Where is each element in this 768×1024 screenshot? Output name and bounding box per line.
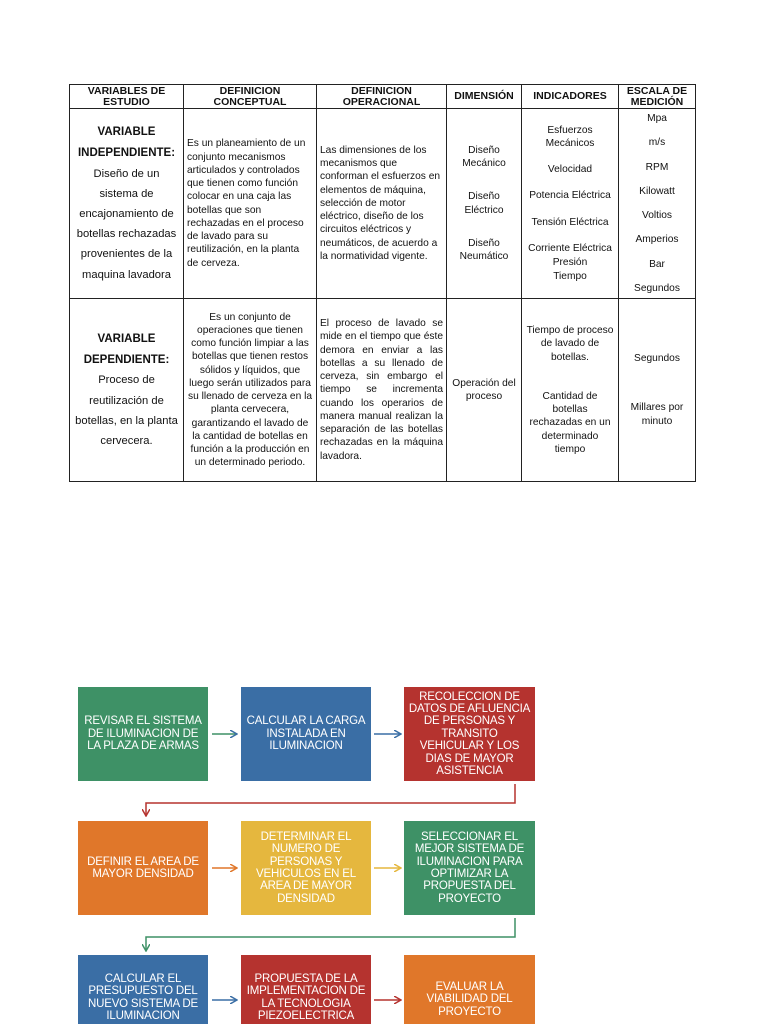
operacional-cell: El proceso de lavado se mide en el tiempo que éste demora en enviar a las botellas a su llenado de cerveza, sin embargo el tiempo se incrementa cuando los operarios de manera manual realizan la separación de las botellas rechazadas en la máquina lavadora. [317,299,447,482]
flow-step-label: PROPUESTA DE LA IMPLEMENTACION DE LA TECNOLOGIA PIEZOELECTRICA [246,973,366,1023]
dimension-item: Diseño Eléctrico [464,191,504,216]
header-conceptual: DEFINICION CONCEPTUAL [184,85,317,109]
scale-item: Kilowatt [639,185,675,197]
header-operacional: DEFINICION OPERACIONAL [317,85,447,109]
arrow-6-7 [146,918,515,951]
indicator-item: Potencia Eléctrica [529,190,611,202]
flow-step-label: EVALUAR LA VIABILIDAD DEL PROYECTO [426,981,513,1018]
scale-item: m/s [648,137,666,149]
scale-item: Millares por minuto [630,402,684,427]
flow-step-label: RECOLECCION DE DATOS DE AFLUENCIA DE PERSONAS Y TRANSITO VEHICULAR Y LOS DIAS DE MAYOR ASISTENCIA [408,690,531,778]
flow-step-label: SELECCIONAR EL MEJOR SISTEMA DE ILUMINACION PARA OPTIMIZAR LA PROPUESTA DEL PROYECTO [414,830,525,905]
scale-item: Mpa [647,113,667,124]
header-variables: VARIABLES DE ESTUDIO [70,85,184,109]
flow-step-calcular-carga [241,687,371,781]
flow-step-recoleccion [404,687,535,781]
flow-step-propuesta [241,955,371,1024]
scale-item: Voltios [641,210,672,221]
flow-step-determinar [241,821,371,915]
flow-step-label: CALCULAR LA CARGA INSTALADA EN ILUMINACION [246,715,366,753]
variable-description: Proceso de reutilización de botellas, en la planta cervecera. [75,374,178,447]
operacional-cell: Las dimensiones de los mecanismos que conforman el esfuerzos en elementos de máquina, selección de motor eléctrico, diseño de los circuitos eléctricos y neumáticos, de acuerdo a la normatividad vigente. [317,109,447,299]
variable-title: VARIABLE DEPENDIENTE: [83,333,170,366]
flow-step-label: DETERMINAR EL NUMERO DE PERSONAS Y VEHICULOS EN EL AREA DE MAYOR DENSIDAD [256,830,356,905]
scale-item: RPM [645,161,669,173]
flow-step-seleccionar [404,821,535,915]
scale-item: Segundos [634,353,680,365]
indicator-item: Tiempo [553,271,587,283]
flow-step-presupuesto [78,955,208,1024]
scale-item: Segundos [634,282,680,294]
conceptual-cell: Es un conjunto de operaciones que tienen como función limpiar a las botellas que tienen restos sólidos y líquidos, que luego serán utilizados para su llenado de cerveza en la planta cervecera, garantizando el lavado de la cantidad de botellas en función a la producción en un determinado periodo. [184,299,317,482]
indicator-item: Velocidad [547,164,593,175]
indicator-item: Tiempo de proceso de lavado de botellas. [526,325,614,363]
flow-step-label: DEFINIR EL AREA DE MAYOR DENSIDAD [87,855,199,880]
indicator-item: Esfuerzos Mecánicos [545,124,595,149]
indicator-item: Presión [552,257,588,268]
header-indicadores: INDICADORES [522,85,619,109]
flow-step-evaluar [404,955,535,1024]
conceptual-cell: Es un planeamiento de un conjunto mecanismos articulados y controlados que tienen como función colocar en una caja las botellas que son rechazadas en el proceso de lavado para su reutilización, en la planta de cerveza. [184,109,317,299]
scale-item: Bar [649,258,665,270]
indicator-item: Corriente Eléctrica [528,242,612,254]
header-dimension: DIMENSIÓN [447,85,522,109]
scale-item: Amperios [635,234,679,246]
flow-step-label: CALCULAR EL PRESUPUESTO DEL NUEVO SISTEMA DE ILUMINACION [88,973,198,1023]
dimension-item: Diseño Neumático [459,237,509,262]
dimension-item: Diseño Mecánico [462,144,506,169]
flow-step-revisar [78,687,208,781]
indicator-item: Cantidad de botellas rechazadas en un determinado tiempo [529,390,611,455]
flow-step-definir-area [78,821,208,915]
header-escala: ESCALA DE MEDICIÓN [619,85,696,109]
dimension-cell: Operación del proceso [447,299,522,482]
variable-description: Diseño de un sistema de encajonamiento de botellas rechazadas provenientes de la maquina lavadora [76,167,177,281]
flow-step-label: REVISAR EL SISTEMA DE ILUMINACION DE LA PLAZA DE ARMAS [84,715,202,753]
variable-title: VARIABLE INDEPENDIENTE: [77,126,176,160]
arrow-3-4 [146,784,515,816]
indicator-item: Tensión Eléctrica [531,216,609,228]
